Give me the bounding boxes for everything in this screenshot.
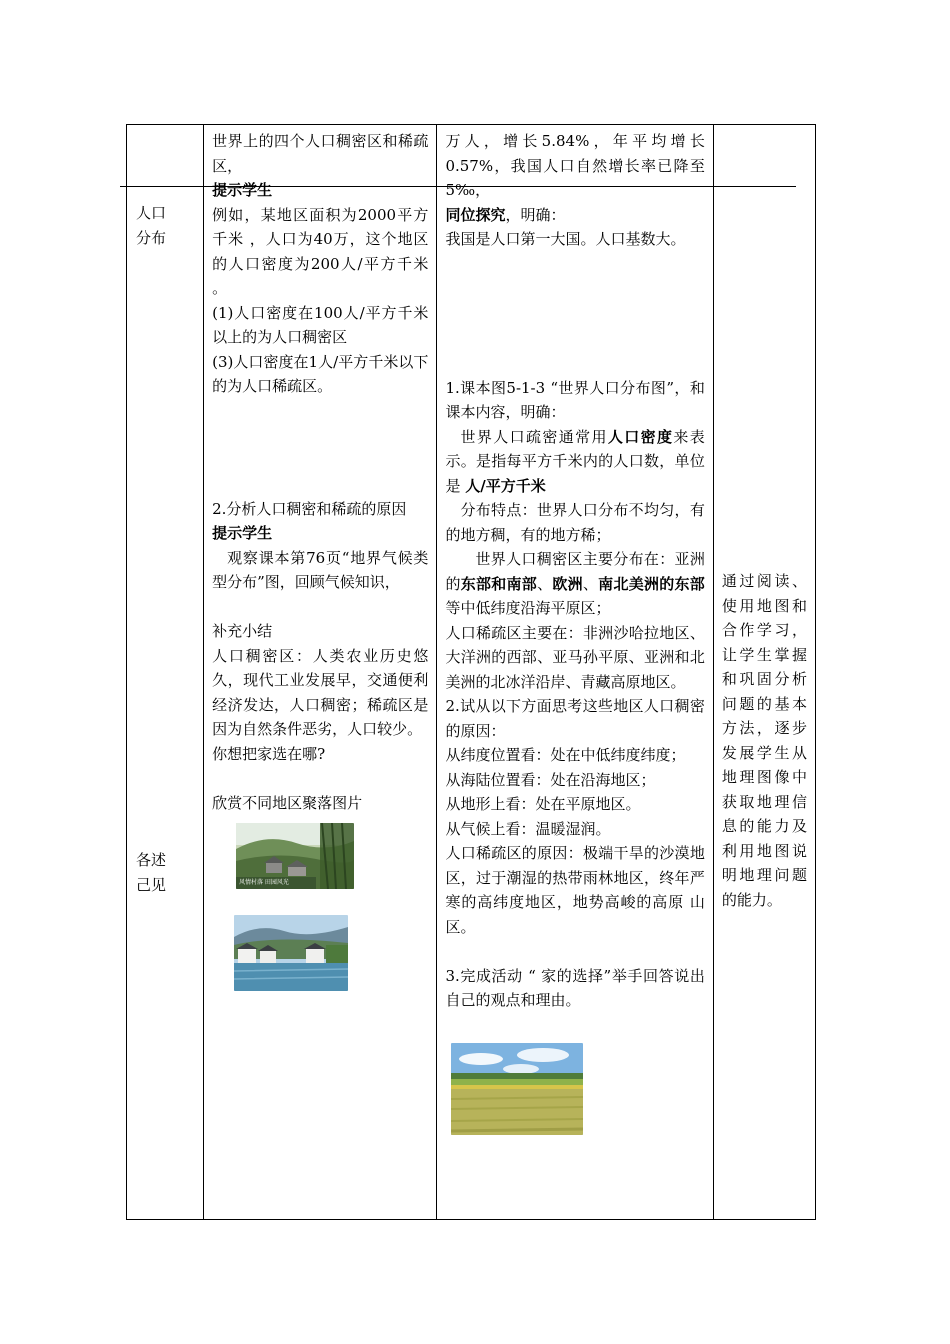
table-row [127, 125, 816, 1220]
tip-heading-2: 提示学生 [212, 524, 273, 542]
growth-text: 万人，增长5.84%，年平均增长0.57%，我国人口自然增长率已降至5‰， [445, 132, 705, 199]
density-pre: 世界人口疏密通常用 [460, 427, 608, 446]
sparse-areas: 人口稀疏区主要在：非洲沙哈拉地区、大洋洲的西部、亚马孙平原、亚洲和北美洲的北冰洋沿岸、青藏高原地区。 [445, 623, 705, 691]
dense-rule: (1)人口密度在100人/平方千米以上的为人口稠密区 [212, 303, 429, 346]
reason-latitude: 从纬度位置看：处在中低纬度纬度； [445, 746, 686, 764]
village-photo-1 [236, 823, 354, 889]
distribution-feature: 分布特点：世界人口分布不均匀，有的地方稠，有的地方稀； [445, 501, 705, 544]
density-definition [445, 425, 704, 499]
summary-title: 补充小结 [212, 622, 273, 640]
peer-inquiry [445, 203, 704, 228]
dense-east-south: 东部和南部 [460, 574, 538, 593]
dense-europe: 欧洲 [552, 574, 583, 593]
dense-pre: 世界人口稠密区主要分布在：亚洲的 [445, 550, 705, 593]
lesson-plan-table [126, 124, 816, 1220]
density-unit: 人/平方千米 [465, 476, 546, 495]
village-photo-2 [234, 915, 348, 991]
intro-text: 世界上的四个人口稠密区和稀疏区， [212, 132, 429, 175]
section-label-cell [127, 125, 204, 1220]
dense-sep-2: 、 [582, 574, 599, 593]
sparse-rule: (3)人口密度在1人/平方千米以下的为人口稀疏区。 [212, 352, 429, 395]
sparse-reason: 人口稀疏区的原因：极端干旱的沙漠地区，过于潮湿的热带雨林地区，终年严寒的高纬度地区，地势高峻的高原 山区。 [445, 844, 705, 936]
tip-heading: 提示学生 [212, 181, 273, 199]
density-post: 来表示。是指每平方千米内的人口数，单位是 [445, 427, 705, 495]
enjoy-text: 欣赏不同地区聚落图片 [212, 793, 363, 812]
china-population: 我国是人口第一大国。人口基数大。 [445, 230, 686, 248]
reason-sea-land: 从海陆位置看：处在沿海地区； [445, 770, 656, 789]
design-intent-text: 通过阅读、使用地图和合作学习，让学生掌握和巩固分析问题的基本方法，逐步发展学生从地理图像中获取地理信息的能力及利用地图说明地理问题的能力。 [721, 572, 807, 909]
cause-question: 2.分析人口稠密和稀疏的原因 [212, 499, 407, 518]
item-2: 2.试从以下方面思考这些地区人口稠密的原因： [445, 697, 705, 740]
dense-areas [445, 547, 704, 621]
section-label-population-distribution-2: 分布 [136, 228, 167, 247]
reason-climate: 从气候上看：温暖湿润。 [445, 819, 611, 838]
dense-americas-east: 南北美洲的东部 [598, 574, 705, 593]
density-term: 人口密度 [607, 427, 674, 446]
section-label-share-views-1: 各述 [136, 851, 167, 869]
photo-caption: 风情村落 田园风光 [239, 879, 290, 886]
dense-post: 等中低纬度沿海平原区； [445, 599, 611, 617]
home-question: 你想把家选在哪? [212, 744, 326, 763]
student-activity-cell [437, 125, 713, 1220]
farmland-photo [451, 1043, 583, 1135]
peer-inquiry-bold: 同位探究 [445, 205, 506, 224]
observe-text: 观察课本第76页“地界气候类型分布”图，回顾气候知识， [212, 548, 429, 591]
item-3: 3.完成活动 “ 家的选择”举手回答说出自己的观点和理由。 [445, 966, 705, 1009]
design-intent-cell [713, 125, 815, 1220]
peer-inquiry-rest: ，明确： [505, 205, 566, 224]
teacher-activity-cell [204, 125, 437, 1220]
dense-sep-1: 、 [537, 574, 553, 593]
section-label-population-distribution-1: 人口 [136, 204, 167, 222]
density-example: 例如，某地区面积为2000平方千米 ，人口为40万，这个地区的人口密度为200人/平方千米 。 [212, 205, 429, 297]
reason-terrain: 从地形上看：处在平原地区。 [445, 795, 641, 813]
section-label-share-views-2: 己见 [136, 875, 167, 894]
item-1: 1.课本图5-1-3 “世界人口分布图”，和课本内容，明确： [445, 378, 705, 421]
summary-text: 人口稠密区：人类农业历史悠久，现代工业发展早，交通便利经济发达，人口稠密；稀疏区是因为自然条件恶劣，人口较少。 [212, 646, 429, 738]
header-rule [120, 186, 796, 187]
